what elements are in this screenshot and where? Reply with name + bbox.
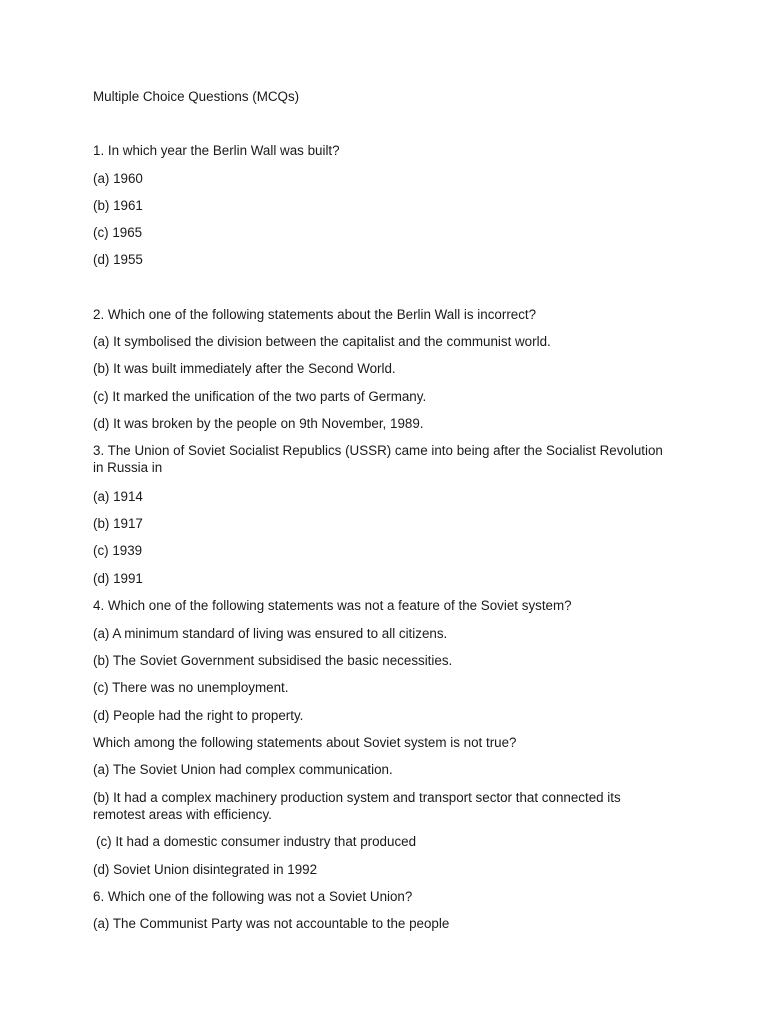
q4-option-b: (b) The Soviet Government subsidised the basic necessities. — [93, 653, 453, 668]
q3-option-d: (d) 1991 — [93, 571, 143, 586]
q2-option-d: (d) It was broken by the people on 9th November, 1989. — [93, 416, 424, 431]
q2-option-c: (c) It marked the unification of the two parts of Germany. — [93, 389, 427, 404]
q3-option-b: (b) 1917 — [93, 516, 143, 531]
q1-option-c: (c) 1965 — [93, 225, 143, 240]
q3-option-a: (a) 1914 — [93, 489, 143, 504]
q6-option-a: (a) The Communist Party was not accountable to the people — [93, 916, 450, 931]
q5-option-c: (c) It had a domestic consumer industry that produced — [96, 834, 417, 849]
q1-option-b: (b) 1961 — [93, 198, 143, 213]
document-heading: Multiple Choice Questions (MCQs) — [93, 89, 300, 104]
q2-option-b: (b) It was built immediately after the Second World. — [93, 361, 396, 376]
q4-option-c: (c) There was no unemployment. — [93, 680, 289, 695]
question-4: 4. Which one of the following statements was not a feature of the Soviet system? — [93, 598, 572, 613]
question-3: 3. The Union of Soviet Socialist Republics (USSR) came into being after the Socialist Revolution in Russia in — [93, 443, 663, 475]
question-1: 1. In which year the Berlin Wall was built? — [93, 143, 340, 158]
q1-option-a: (a) 1960 — [93, 171, 143, 186]
question-6: 6. Which one of the following was not a Soviet Union? — [93, 889, 413, 904]
question-2: 2. Which one of the following statements about the Berlin Wall is incorrect? — [93, 307, 537, 322]
q2-option-a: (a) It symbolised the division between the capitalist and the communist world. — [93, 334, 551, 349]
q5-option-b: (b) It had a complex machinery production system and transport sector that connected its remotest areas with efficiency. — [93, 790, 621, 822]
q4-option-a: (a) A minimum standard of living was ensured to all citizens. — [93, 626, 448, 641]
q1-option-d: (d) 1955 — [93, 252, 143, 267]
q5-option-a: (a) The Soviet Union had complex communication. — [93, 762, 393, 777]
q4-option-d: (d) People had the right to property. — [93, 708, 304, 723]
q3-option-c: (c) 1939 — [93, 543, 143, 558]
question-5: Which among the following statements about Soviet system is not true? — [93, 735, 517, 750]
q5-option-d: (d) Soviet Union disintegrated in 1992 — [93, 862, 318, 877]
